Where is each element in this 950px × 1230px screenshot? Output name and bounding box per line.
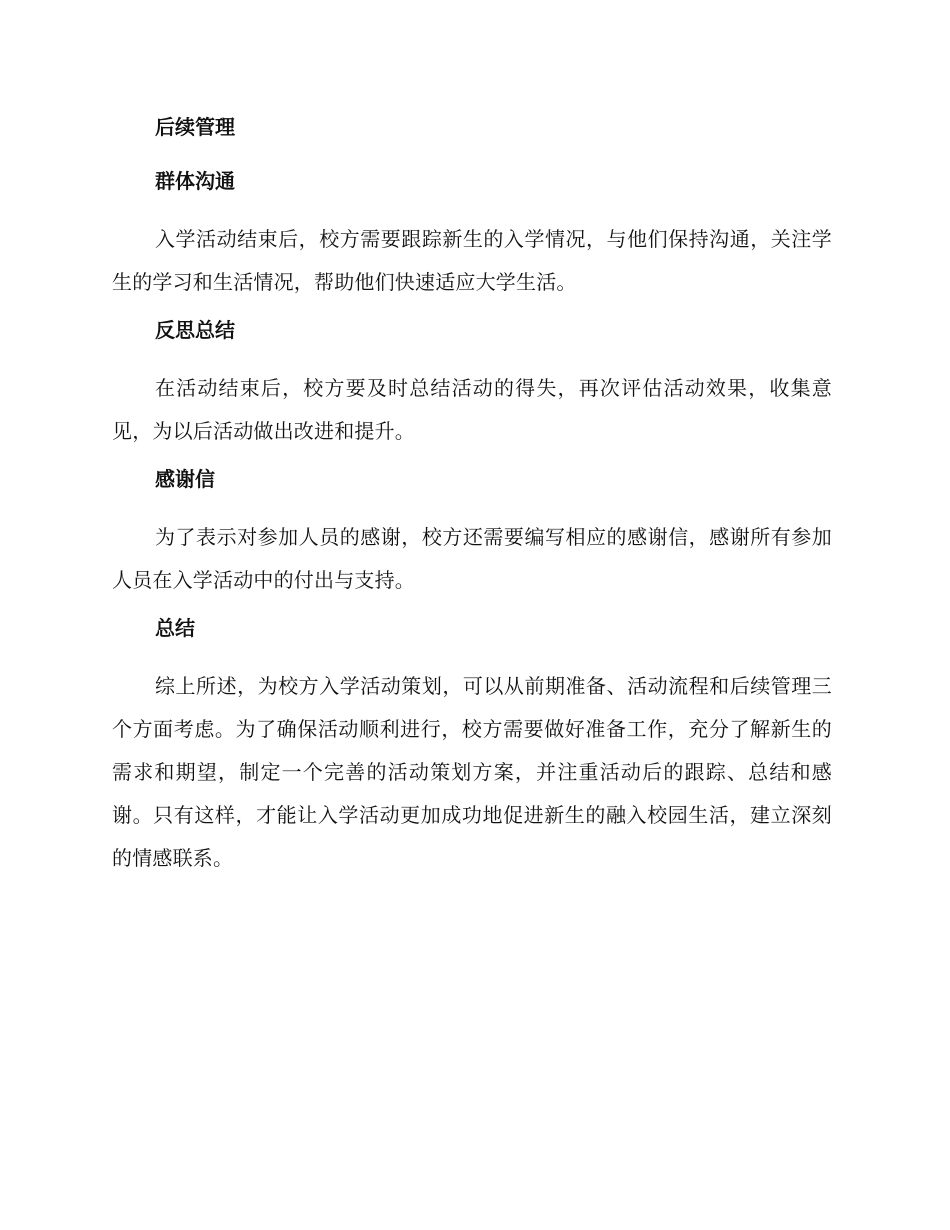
section-heading-group-communication: 群体沟通 xyxy=(155,169,235,193)
section-heading-followup: 后续管理 xyxy=(155,115,235,139)
paragraph-reflection: 在活动结束后，校方要及时总结活动的得失，再次评估活动效果，收集意见，为以后活动做出改进和提升。 xyxy=(112,376,832,443)
section-heading-reflection: 反思总结 xyxy=(155,318,235,342)
paragraph-group-communication: 入学活动结束后，校方需要跟踪新生的入学情况，与他们保持沟通，关注学生的学习和生活情况，帮助他们快速适应大学生活。 xyxy=(112,227,832,294)
paragraph-thanks-letter: 为了表示对参加人员的感谢，校方还需要编写相应的感谢信，感谢所有参加人员在入学活动中的付出与支持。 xyxy=(112,525,832,592)
section-heading-summary: 总结 xyxy=(155,616,195,640)
paragraph-summary: 综上所述，为校方入学活动策划，可以从前期准备、活动流程和后续管理三个方面考虑。为了确保活动顺利进行，校方需要做好准备工作，充分了解新生的需求和期望，制定一个完善的活动策划方案，并注重活动后的跟踪、总结和感谢。只有这样，才能让入学活动更加成功地促进新生的融入校园生活，建立深刻的情感联系。 xyxy=(112,674,832,870)
section-heading-thanks-letter: 感谢信 xyxy=(155,467,215,491)
document-page xyxy=(112,110,832,889)
